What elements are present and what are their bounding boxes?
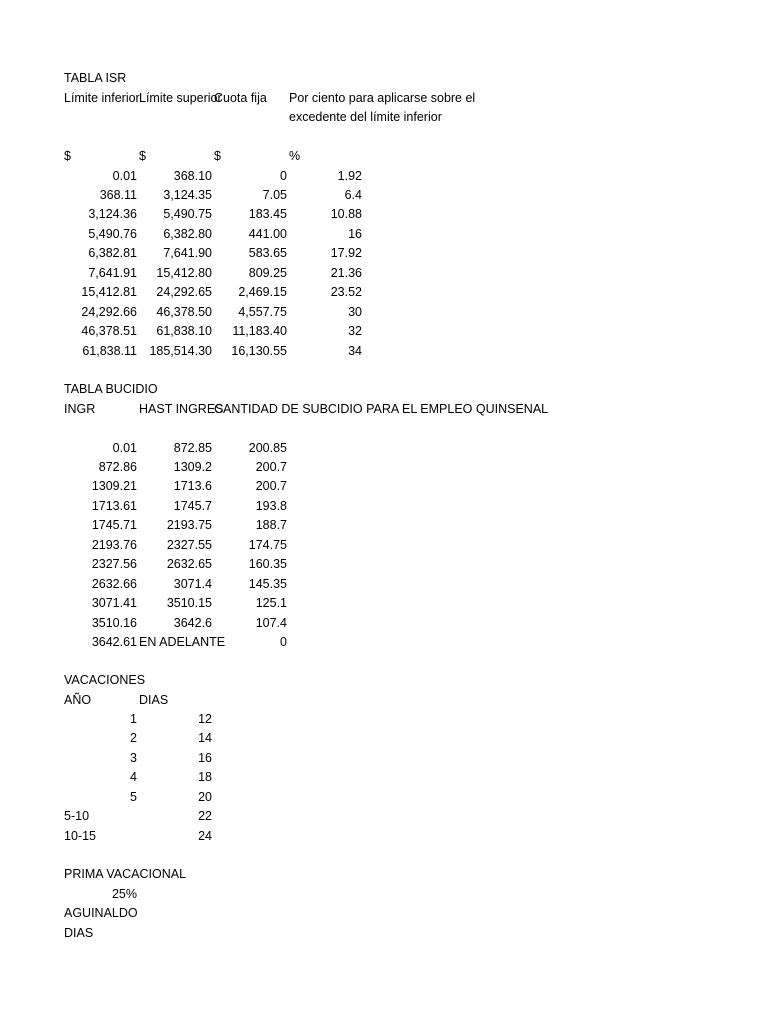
subsidio-cell-hasta-ingreso: EN ADELANTE <box>139 635 226 649</box>
aguinaldo-dias-label: DIAS <box>64 925 94 940</box>
isr-cell-limite-superior: 6,382.80 <box>163 226 212 241</box>
vacaciones-cell-ano: 4 <box>130 770 137 785</box>
isr-cell-limite-inferior: 61,838.11 <box>82 343 137 358</box>
subsidio-cell-cantidad-subsidio: 145.35 <box>248 576 287 591</box>
aguinaldo-title: AGUINALDO <box>64 906 138 920</box>
isr-title: TABLA ISR <box>64 71 127 85</box>
subsidio-cell-cantidad-subsidio: 0 <box>280 635 287 649</box>
subsidio-cell-hasta-ingreso: 3510.15 <box>166 596 212 611</box>
vacaciones-cell-ano: 3 <box>130 750 137 765</box>
isr-cell-cuota-fija: 583.65 <box>248 246 287 261</box>
subsidio-cell-hasta-ingreso: 2193.75 <box>166 518 212 533</box>
isr-cell-por-ciento: 34 <box>348 343 362 358</box>
subsidio-cell-ingreso: 3510.16 <box>91 615 137 630</box>
subsidio-cell-hasta-ingreso: 1309.2 <box>173 459 212 474</box>
vacaciones-cell-dias: 18 <box>198 770 212 785</box>
prima-title: PRIMA VACACIONAL <box>64 867 187 881</box>
isr-cell-por-ciento: 16 <box>348 226 362 241</box>
subsidio-title: TABLA BUCIDIO <box>64 382 158 396</box>
vacaciones-cell-ano: 5-10 <box>64 809 90 824</box>
isr-cell-cuota-fija: 809.25 <box>248 265 287 280</box>
isr-cell-cuota-fija: 183.45 <box>248 207 287 222</box>
subsidio-cell-hasta-ingreso: 1745.7 <box>173 498 212 513</box>
vacaciones-title: VACACIONES <box>64 673 146 687</box>
vacaciones-cell-ano: 2 <box>130 731 137 746</box>
subsidio-cell-ingreso: 3642.61 <box>91 635 137 649</box>
subsidio-cell-hasta-ingreso: 872.85 <box>173 440 212 455</box>
subsidio-cell-hasta-ingreso: 2327.55 <box>166 537 212 552</box>
vacaciones-cell-dias: 14 <box>198 731 212 746</box>
isr-cell-por-ciento: 1.92 <box>337 168 362 183</box>
subsidio-cell-cantidad-subsidio: 174.75 <box>248 537 287 552</box>
isr-cell-por-ciento: 21.36 <box>330 265 362 280</box>
vacaciones-cell-dias: 20 <box>198 789 212 804</box>
subsidio-cell-ingreso: 1713.61 <box>91 498 137 513</box>
isr-cell-limite-superior: 5,490.75 <box>163 207 212 222</box>
subsidio-cell-cantidad-subsidio: 160.35 <box>248 557 287 572</box>
isr-cell-limite-inferior: 24,292.66 <box>81 304 137 319</box>
subsidio-cell-cantidad-subsidio: 200.7 <box>255 479 287 494</box>
isr-header-por-ciento: Por ciento para aplicarse sobre el excedente del límite inferior <box>289 90 476 124</box>
isr-cell-cuota-fija: 16,130.55 <box>231 343 287 358</box>
isr-unit-limite-superior: $ <box>139 149 146 163</box>
subsidio-header-hasta-ingreso: HAST INGRES <box>139 401 224 416</box>
isr-cell-cuota-fija: 2,469.15 <box>238 285 287 300</box>
subsidio-cell-ingreso: 2327.56 <box>91 557 137 572</box>
isr-cell-limite-superior: 368.10 <box>173 168 212 183</box>
subsidio-cell-cantidad-subsidio: 200.85 <box>248 440 287 455</box>
subsidio-cell-cantidad-subsidio: 200.7 <box>255 459 287 474</box>
subsidio-cell-ingreso: 2193.76 <box>91 537 137 552</box>
isr-cell-por-ciento: 32 <box>348 324 362 339</box>
isr-cell-limite-inferior: 6,382.81 <box>88 246 137 261</box>
subsidio-header-ingreso: INGR <box>64 401 96 416</box>
isr-unit-por-ciento: % <box>289 149 301 163</box>
vacaciones-cell-ano: 10-15 <box>64 828 96 843</box>
subsidio-cell-cantidad-subsidio: 107.4 <box>255 615 287 630</box>
prima-value: 25% <box>111 886 137 901</box>
isr-cell-por-ciento: 30 <box>348 304 362 319</box>
isr-cell-cuota-fija: 7.05 <box>262 187 287 202</box>
subsidio-cell-ingreso: 3071.41 <box>91 596 137 611</box>
vacaciones-cell-ano: 5 <box>130 789 137 804</box>
isr-cell-cuota-fija: 11,183.40 <box>232 324 287 339</box>
isr-cell-limite-inferior: 7,641.91 <box>88 265 137 280</box>
isr-cell-limite-inferior: 46,378.51 <box>81 324 137 339</box>
isr-cell-cuota-fija: 441.00 <box>248 226 287 241</box>
subsidio-cell-ingreso: 0.01 <box>112 440 137 455</box>
subsidio-cell-ingreso: 872.86 <box>98 459 137 474</box>
subsidio-cell-hasta-ingreso: 2632.65 <box>166 557 212 572</box>
subsidio-header-cantidad: CANTIDAD DE SUBCIDIO PARA EL EMPLEO QUINSENAL <box>214 401 549 416</box>
isr-cell-por-ciento: 23.52 <box>330 285 362 300</box>
isr-cell-limite-superior: 7,641.90 <box>163 246 212 261</box>
isr-cell-limite-superior: 24,292.65 <box>156 285 212 300</box>
subsidio-cell-hasta-ingreso: 1713.6 <box>173 479 212 494</box>
isr-cell-limite-inferior: 5,490.76 <box>88 226 137 241</box>
vacaciones-cell-dias: 24 <box>198 828 212 843</box>
isr-cell-limite-inferior: 368.11 <box>99 187 137 202</box>
subsidio-cell-ingreso: 1745.71 <box>91 518 137 533</box>
isr-cell-limite-superior: 3,124.35 <box>163 187 212 202</box>
subsidio-cell-ingreso: 1309.21 <box>91 479 137 494</box>
isr-cell-limite-superior: 15,412.80 <box>156 265 212 280</box>
subsidio-cell-cantidad-subsidio: 188.7 <box>255 518 287 533</box>
vacaciones-cell-ano: 1 <box>130 712 137 726</box>
isr-header-cuota-fija: Cuota fija <box>214 90 267 105</box>
isr-cell-por-ciento: 6.4 <box>344 187 362 202</box>
isr-cell-cuota-fija: 0 <box>280 168 287 183</box>
isr-cell-limite-superior: 46,378.50 <box>156 304 212 319</box>
subsidio-cell-hasta-ingreso: 3071.4 <box>173 576 212 591</box>
isr-unit-cuota-fija: $ <box>214 149 221 163</box>
vacaciones-cell-dias: 22 <box>198 809 212 824</box>
isr-header-limite-superior: Límite superior <box>139 90 222 105</box>
isr-unit-limite-inferior: $ <box>64 149 71 163</box>
vacaciones-cell-dias: 12 <box>198 712 212 726</box>
vacaciones-header-ano: AÑO <box>64 692 92 707</box>
isr-cell-limite-superior: 185,514.30 <box>149 343 212 358</box>
isr-cell-por-ciento: 17.92 <box>330 246 362 261</box>
isr-cell-por-ciento: 10.88 <box>330 207 362 222</box>
subsidio-cell-ingreso: 2632.66 <box>91 576 137 591</box>
vacaciones-cell-dias: 16 <box>198 750 212 765</box>
isr-cell-limite-inferior: 3,124.36 <box>88 207 137 222</box>
subsidio-cell-cantidad-subsidio: 125.1 <box>255 596 287 611</box>
isr-cell-cuota-fija: 4,557.75 <box>238 304 287 319</box>
isr-cell-limite-inferior: 0.01 <box>112 168 137 183</box>
isr-cell-limite-superior: 61,838.10 <box>156 324 212 339</box>
subsidio-cell-cantidad-subsidio: 193.8 <box>255 498 287 513</box>
subsidio-cell-hasta-ingreso: 3642.6 <box>173 615 212 630</box>
vacaciones-header-dias: DIAS <box>139 692 169 707</box>
isr-cell-limite-inferior: 15,412.81 <box>81 285 137 300</box>
isr-header-limite-inferior: Límite inferior <box>64 90 140 105</box>
